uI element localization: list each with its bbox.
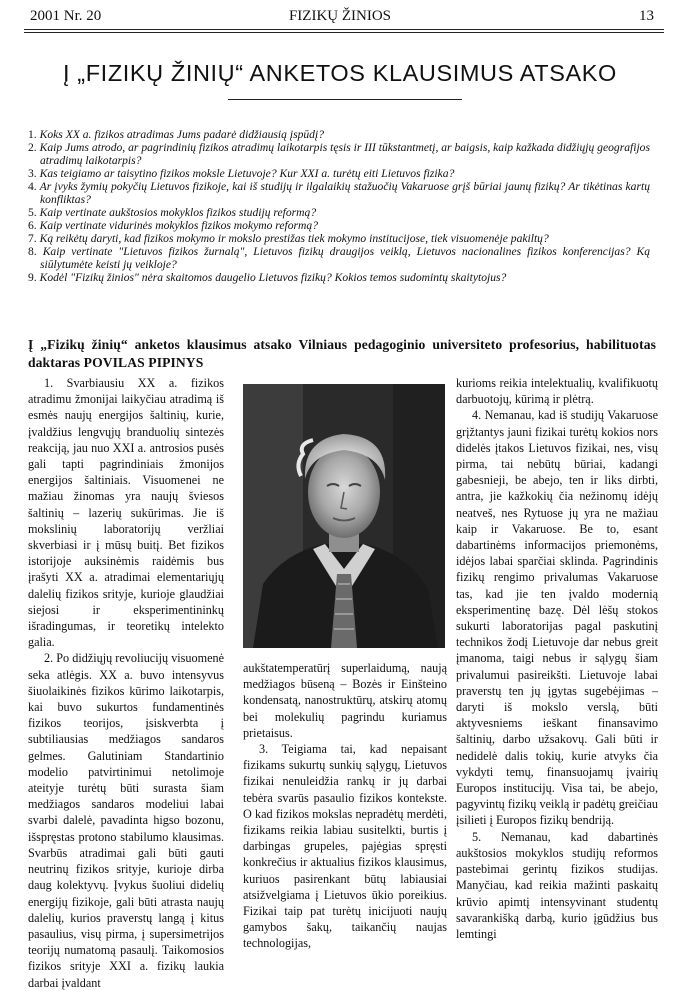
question-item: 1. Koks XX a. fizikos atradimas Jums padarė didžiausią įspūdį? xyxy=(28,128,324,141)
title-underline xyxy=(228,99,462,100)
question-item: 8. Kaip vertinate "Lietuvos fizikos žurnalą", Lietuvos fizikų draugijos veiklą, Lietuvos nacionalines fizikos konferencijas? Ką siūlytumėte keisti jų veikloje? xyxy=(28,245,650,271)
page-title: Į „FIZIKŲ ŽINIŲ“ ANKETOS KLAUSIMUS ATSAKO xyxy=(63,60,617,86)
section-heading: Į „Fizikų žinių“ anketos klausimus atsako Vilniaus pedagoginio universiteto profesorius, habilituotas daktaras POVILAS PIPINYS xyxy=(28,337,656,370)
portrait-photo xyxy=(243,384,445,648)
questionnaire-list xyxy=(28,128,650,284)
question-item: 6. Kaip vertinate vidurinės mokyklos fizikos mokymo reformą? xyxy=(28,219,319,232)
journal-name: FIZIKŲ ŽINIOS xyxy=(288,8,392,24)
portrait-photo-graphic xyxy=(243,384,445,648)
paragraph: 3. Teigiama tai, kad nepaisant fizikams sukurtų sunkių sąlygų, Lietuvos fizikai nenuleidžia rankų ir jų darbai tebėra svarūs pasaulio fizikos kontekste. O kad fizikos mokslas nepradėtų merdėti, fizikams reikia labiau susitelkti, burtis į darbingas grupeles, pajėgias spręsti konkrečius ir aktualius fizikos klausimus, kuriuos pasirenkant būtų labiausiai atsižvelgiama į Lietuvos ūkio poreikius. Fizikai taip pat turėtų inicijuoti naujų gamybos šakų, taikančių naujas technologijas, xyxy=(243,742,447,951)
paragraph-continued: aukštatemperatūrį superlaidumą, naują medžiagos būseną – Bozės ir Einšteino kondensatą, nanostruktūrų, atskirų atomų bei molekulių pagrindu kuriamus prietaisus. xyxy=(243,661,447,740)
issue-number: 2001 Nr. 20 xyxy=(30,8,102,24)
paragraph: 4. Nemanau, kad iš studijų Vakaruose grįžtantys jauni fizikai turėtų kokios nors didelės įtakos Lietuvos fizikai, nes, visų pirma, tai nebūtų būriai, kadangi gabesnieji, be abejo, ten ir liks dirbti, antra, jie kažkokių čia nežinomų idėjų neatveš, nes Rytuose jų yra ne mažiau kaip ir Vakaruose. Be to, esant dabartinėms informacijos priemonėms, idėjos labai sparčiai sklinda. Pagrindinis fizikų rengimo privalumas Vakaruose tas, kad jie ten įvaldo modernią eksperimentinę bazę. Dėl lėšų stokos sukurti laboratorijas pagal paskutinį technikos žodį Lietuvoje dar nebus greit įmanoma, taigi nebus ir sąlygų šiam privalumui pasireikšti. Lietuvoje labai praverstų ten jų įgytas sugebėjimas – daryti iš mokslo verslą, būti aktyvesniems ieškant finansavimo šaltinių, darbo užsakovų. Gali būti ir nedidelė dalis tokių, kurie atvyks čia vykdyti temų, finansuojamų įvairių Europos institucijų. Visa tai, be abejo, pagyvintų fizikų veiklą ir padėtų greičiau įsilieti į Europos fizikų bendriją. xyxy=(456,408,658,828)
question-item: 5. Kaip vertinate aukštosios mokyklos fizikos studijų reformą? xyxy=(28,206,317,219)
question-item: 2. Kaip Jums atrodo, ar pagrindinių fizikos atradimų laikotarpis tęsis ir III tūkstantmetį, ar baigsis, kaip kažkada didžiųjų geografijos atradimų laikotarpis? xyxy=(28,141,650,167)
question-item: 7. Ką reikėtų daryti, kad fizikos mokymo ir mokslo prestižas tiek mokymo institucijose, tiek visuomenėje pakiltų? xyxy=(28,232,549,245)
header-rule xyxy=(24,29,664,30)
article-column-3 xyxy=(456,375,658,975)
article-column-2 xyxy=(243,660,447,975)
paragraph: 5. Nemanau, kad dabartinės aukštosios mokyklos studijų reformos pastebimai gerintų fizikos studijas. Manyčiau, kad reikia mažinti paskaitų krūvio apimtį intensyvinant studentų savarankišką darbą, kurio įgūdžius bus lemtingi xyxy=(456,829,658,941)
question-item: 4. Ar įvyks žymių pokyčių Lietuvos fizikoje, kai iš studijų ir ilgalaikių stažuočių Vakaruose grįš būriai jaunų fizikų? Ar tikėtinas kartų konfliktas? xyxy=(28,180,650,206)
paragraph-continued: kurioms reikia intelektualių, kvalifikuotų darbuotojų, kūrimą ir plėtrą. xyxy=(456,376,658,407)
article-column-1 xyxy=(28,375,224,990)
page-number: 13 xyxy=(639,8,654,24)
paragraph: 2. Po didžiųjų revoliucijų visuomenė seka atlėgis. XX a. buvo intensyvus šiuolaikinės fizikos kūrimo laikotarpis, kai buvo sukurtos fundamentinės fizikos teorijos, įsiskverbta į subtiliausias medžiagos sandaros gelmes. Galutiniam Standartinio modelio patvirtinimui netolimoje ateityje turėtų būti surasta šiam medžiagos sandaros modeliui labai svarbi dalelė, pavadinta higso bozonu, išspręstas protono stabilumo klausimas. Svarbūs atradimai gali būti gauti neutrinų fizikos srityje, kurioje dirba daug kolektyvų. Įvykus šuoliui didelių energijų fizikoje, gali būti atrasta naujų dalelių, kurios praverstų langą į kitus pasaulius, visų pirma, į supersimetrijos teorijų numatomą pasaulį. Taikomosios fizikos srityje XXI a. fizikų laukia darbai įvaldant xyxy=(28,651,224,990)
header-rule-double xyxy=(24,32,664,33)
question-item: 9. Kodėl "Fizikų žinios" nėra skaitomos daugelio Lietuvos fizikų? Kokios temos sudomintų skaitytojus? xyxy=(28,271,507,284)
paragraph: 1. Svarbiausiu XX a. fizikos atradimu žmonijai laikyčiau atradimą iš esmės naujų energijos šaltinių, kurie, įvaldžius lengvųjų branduolių sintezės reakciją, jau nuo XXI a. antrosios pusės gali tapti pagrindiniais žmonijos energijos šaltiniais. Visuomenei ne mažiau žinomas yra naujų šviesos šaltinių – lazerių sukūrimas. Jie iš mokslinių laboratorijų veržliai skverbiasi ir į mūsų buitį. Bet fizikos istorijoje auksinėmis raidėmis bus įrašyti XX a. atradimai elementariųjų dalelių fizikos srityje, kurioje glaudžiai siejosi ir eksperimentininkų išradingumas, ir teoretikų intelekto galia. xyxy=(28,376,224,650)
question-item: 3. Kas teigiamo ar taisytino fizikos moksle Lietuvoje? Kur XXI a. turėtų eiti Lietuvos fizika? xyxy=(28,167,455,180)
